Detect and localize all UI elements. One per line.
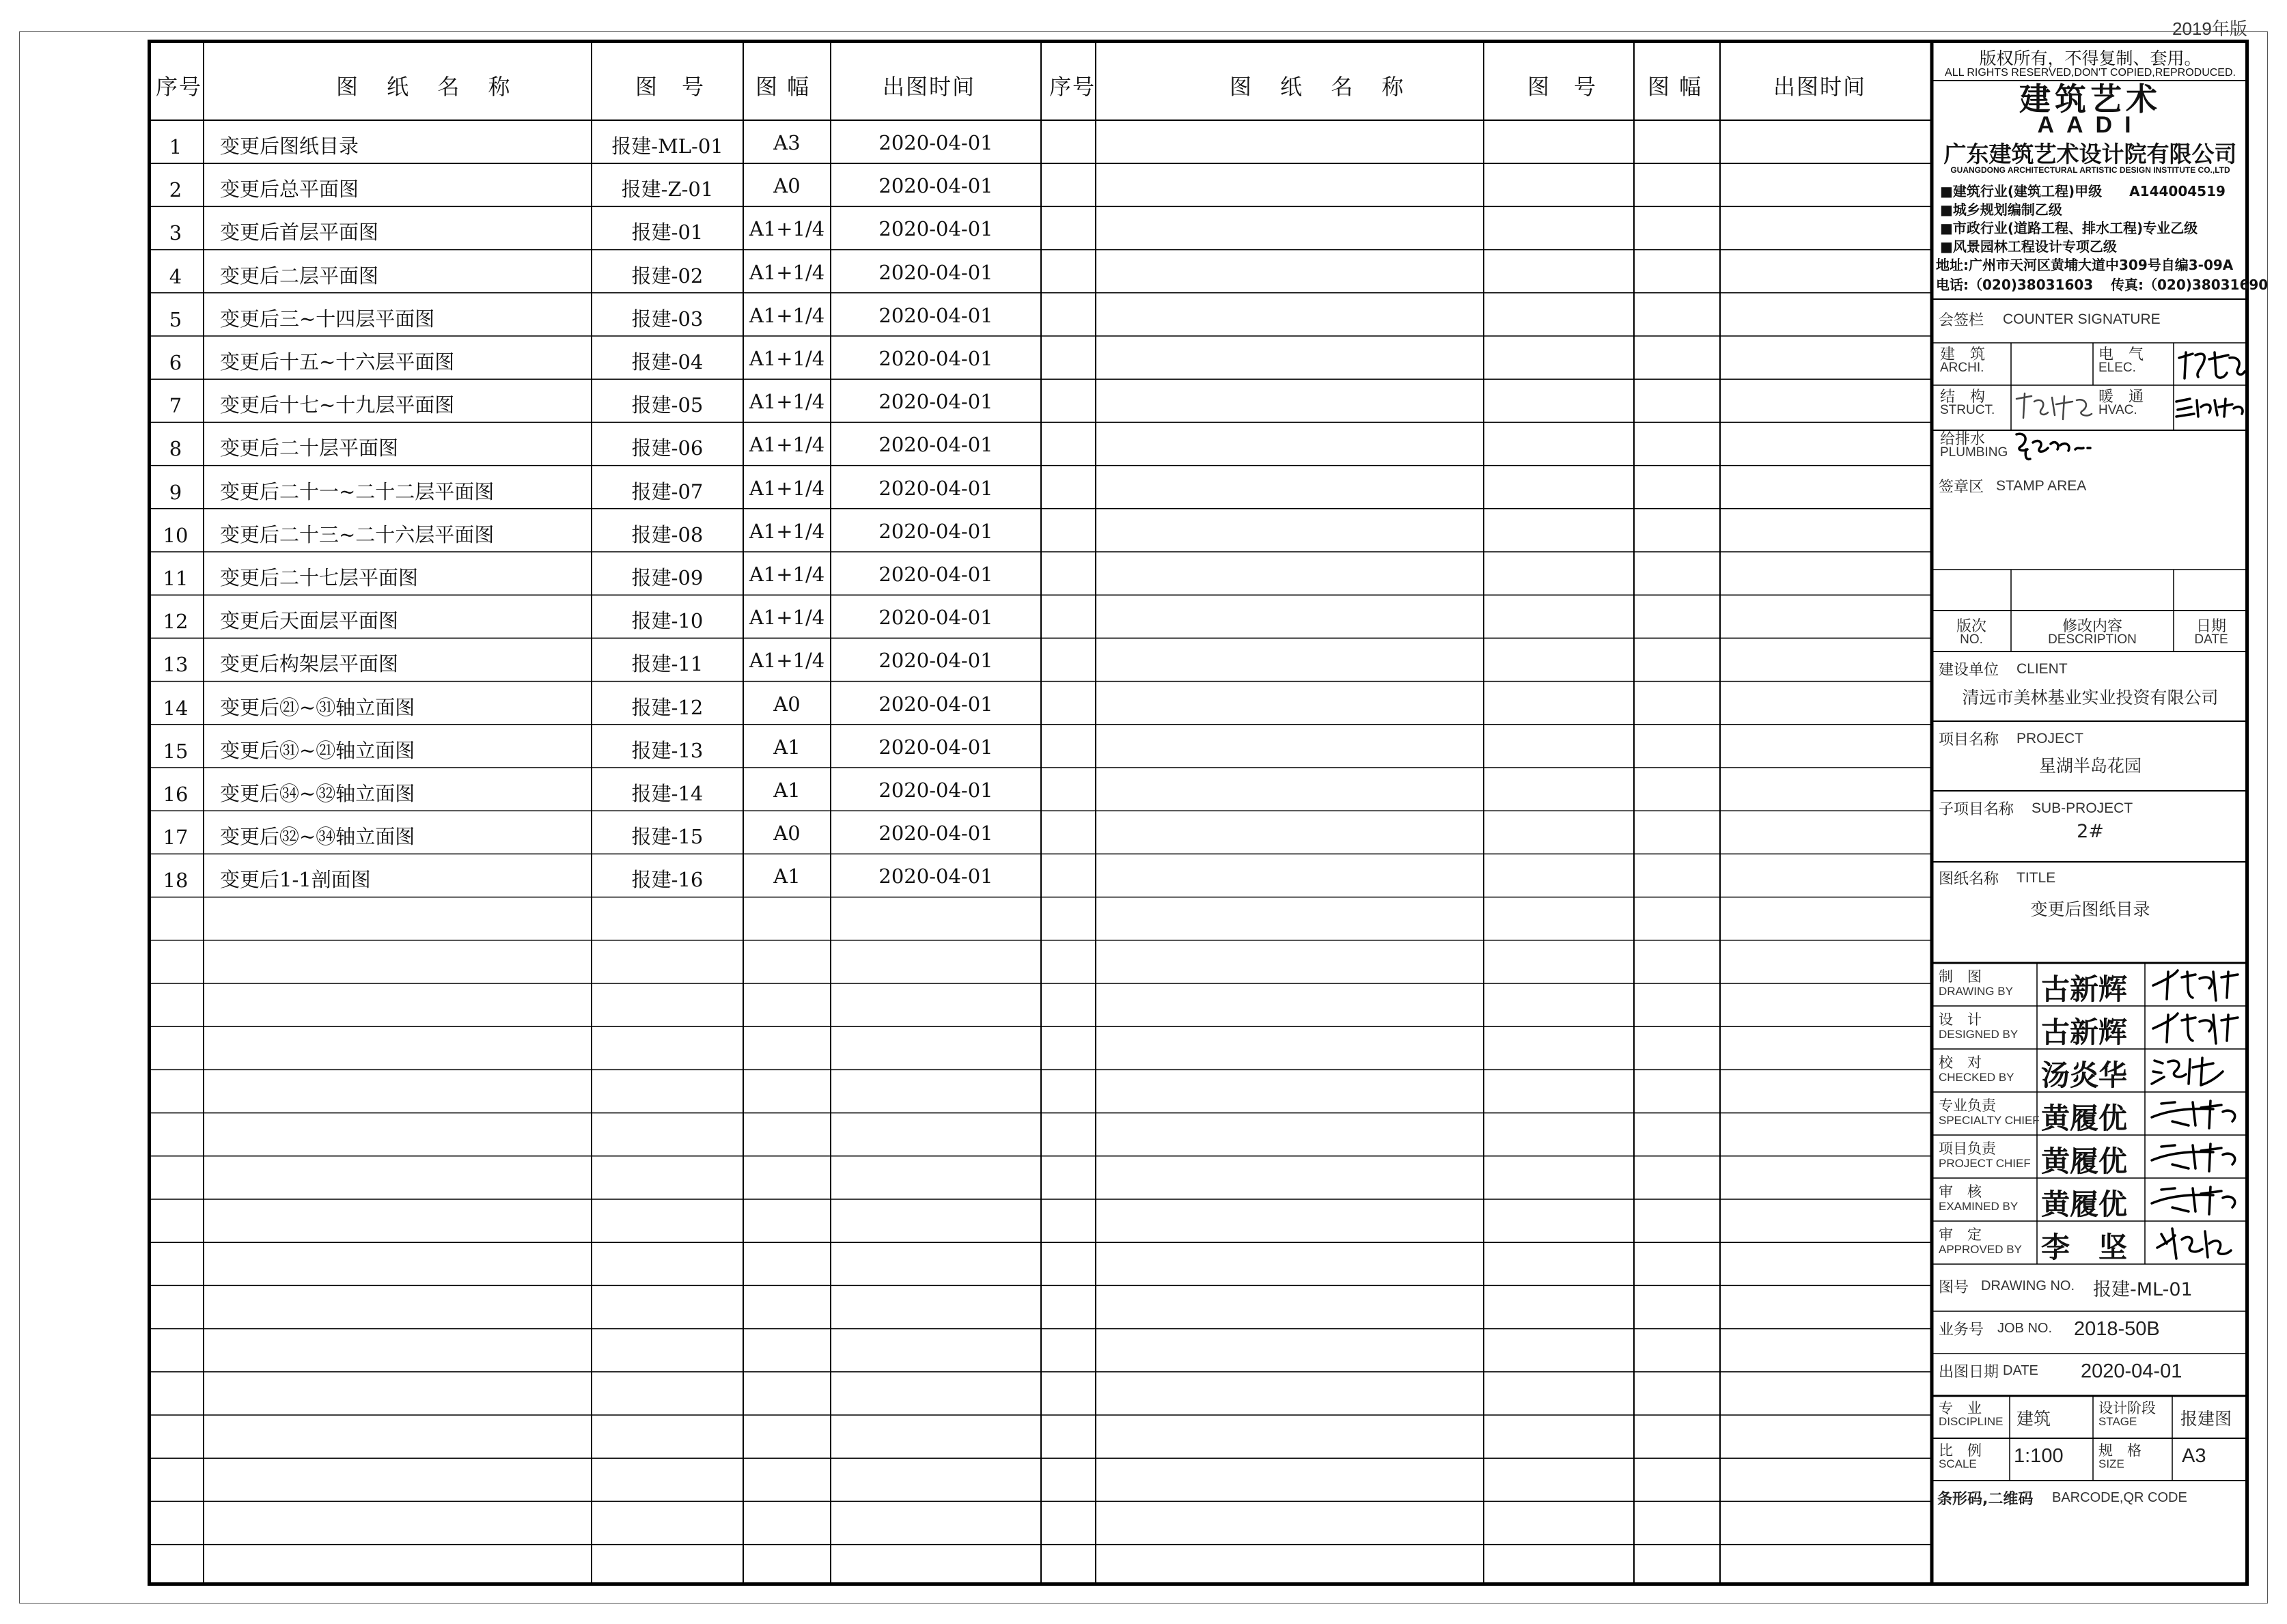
company-name-cn: 广东建筑艺术设计院有限公司 (1943, 141, 2237, 167)
row-size: A1+1/4 (749, 606, 825, 630)
row-no: 16 (163, 783, 189, 806)
row-code: 报建-13 (631, 738, 704, 762)
disc-struct-cn: 结 构 (1940, 389, 1986, 406)
row-no: 18 (163, 869, 189, 893)
row-code: 报建-ML-01 (611, 135, 723, 158)
disc-hvac-cn: 暖 通 (2098, 389, 2144, 406)
company-logo: 建筑艺术 (2019, 81, 2161, 117)
role-signature (2148, 1051, 2247, 1091)
row-name: 变更后十七~十九层平面图 (220, 393, 455, 417)
scale-value: 1:100 (2014, 1445, 2064, 1467)
plumbing-signature (2012, 429, 2094, 463)
row-date: 2020-04-01 (878, 174, 993, 198)
disc-elec-en: ELEC. (2098, 361, 2136, 375)
row-name: 变更后二层平面图 (220, 264, 379, 288)
header-name-left: 图 纸 名 称 (336, 74, 521, 100)
row-no: 17 (163, 826, 189, 850)
role-signature (2148, 1008, 2247, 1048)
row-name: 变更后十五~十六层平面图 (220, 350, 455, 374)
role-label-cn: 专业负责 (1939, 1097, 1996, 1114)
row-name: 变更后㉞~㉜轴立面图 (220, 782, 415, 805)
scale-label-en: SCALE (1939, 1457, 1977, 1470)
size-label-en: SIZE (2098, 1457, 2124, 1470)
role-signature (2148, 1180, 2247, 1220)
counter-signature-en: COUNTER SIGNATURE (2003, 311, 2161, 327)
discipline-label-cn: 专 业 (1939, 1400, 1982, 1416)
row-no: 10 (163, 523, 189, 547)
drawing-title: 变更后图纸目录 (2030, 899, 2150, 919)
row-code: 报建-15 (631, 825, 704, 849)
row-no: 1 (169, 135, 182, 158)
scale-label-cn: 比 例 (1939, 1442, 1982, 1459)
role-label-en: CHECKED BY (1939, 1071, 2014, 1084)
company-address: 地址:广州市天河区黄埔大道中309号自编3-09A (1936, 257, 2234, 273)
revision-date-cn: 日期 (2195, 618, 2226, 635)
elec-signature (2175, 346, 2247, 384)
copyright-cn: 版权所有，不得复制、套用。 (1979, 48, 2202, 68)
company-name-en: GUANGDONG ARCHITECTURAL ARTISTIC DESIGN INSTITUTE CO.,LTD (1950, 165, 2230, 175)
drawing-title-label-cn: 图纸名称 (1939, 871, 1999, 888)
job-no-label-cn: 业务号 (1939, 1321, 1984, 1339)
copyright-en: ALL RIGHTS RESERVED,DON'T COPIED,REPRODUCED. (1945, 67, 2236, 79)
row-code: 报建-10 (631, 609, 704, 633)
qualification-4: ■风景园林工程设计专项乙级 (1940, 238, 2117, 255)
revision-desc-en: DESCRIPTION (2048, 632, 2137, 647)
header-no-left: 序号 (156, 74, 203, 100)
revision-no-en: NO. (1960, 632, 1983, 647)
disc-struct-en: STRUCT. (1940, 403, 1995, 417)
company-phone: 电话:（020)38031603 (1936, 277, 2094, 293)
job-no: 2018-50B (2074, 1318, 2160, 1340)
row-size: A0 (773, 692, 801, 716)
row-date: 2020-04-01 (878, 347, 993, 370)
subproject-label-en: SUB-PROJECT (2032, 800, 2133, 816)
size-label-cn: 规 格 (2098, 1442, 2142, 1459)
row-size: A1+1/4 (749, 347, 825, 370)
role-name: 黄履优 (2041, 1145, 2128, 1178)
discipline-value: 建筑 (2016, 1409, 2051, 1429)
row-size: A1+1/4 (749, 519, 825, 543)
client-label-en: CLIENT (2016, 661, 2068, 677)
row-date: 2020-04-01 (878, 260, 993, 284)
row-date: 2020-04-01 (878, 519, 993, 543)
row-name: 变更后首层平面图 (220, 221, 379, 244)
row-size: A0 (773, 822, 801, 845)
row-no: 7 (169, 394, 182, 418)
row-no: 15 (163, 739, 189, 763)
role-name: 古新辉 (2041, 1016, 2128, 1049)
row-size: A1 (773, 779, 801, 802)
disc-plumbing-cn: 给排水 (1940, 431, 1986, 448)
row-date: 2020-04-01 (878, 131, 993, 154)
header-date-left: 出图时间 (883, 74, 976, 100)
row-name: 变更后构架层平面图 (220, 652, 399, 676)
subproject-name: 2# (2077, 821, 2104, 842)
role-name: 汤炎华 (2041, 1059, 2128, 1092)
row-no: 2 (169, 178, 182, 202)
header-no-right: 序号 (1049, 74, 1096, 100)
role-signature (2148, 965, 2247, 1005)
row-code: 报建-06 (631, 436, 704, 460)
row-name: 变更后二十三~二十六层平面图 (220, 522, 495, 546)
drawing-no-label-cn: 图号 (1939, 1279, 1969, 1296)
project-label-cn: 项目名称 (1939, 731, 1999, 748)
issue-date: 2020-04-01 (2081, 1360, 2182, 1382)
role-label-en: APPROVED BY (1939, 1243, 2022, 1256)
row-code: 报建-14 (631, 782, 704, 805)
row-date: 2020-04-01 (878, 865, 993, 888)
role-label-cn: 校 对 (1939, 1054, 1982, 1071)
role-label-cn: 设 计 (1939, 1011, 1982, 1028)
row-date: 2020-04-01 (878, 390, 993, 414)
disc-archi-cn: 建 筑 (1940, 346, 1986, 363)
row-size: A1+1/4 (749, 563, 825, 586)
hvac-signature (2174, 392, 2247, 419)
role-label-en: DRAWING BY (1939, 985, 2013, 998)
row-no: 14 (163, 696, 189, 720)
row-date: 2020-04-01 (878, 779, 993, 802)
header-size-left: 图 幅 (756, 74, 811, 100)
disc-plumbing-en: PLUMBING (1940, 445, 2008, 460)
row-date: 2020-04-01 (878, 433, 993, 457)
row-name: 变更后天面层平面图 (220, 609, 399, 633)
stage-label-cn: 设计阶段 (2098, 1400, 2156, 1416)
stage-label-en: STAGE (2098, 1415, 2137, 1428)
stamp-area-cn: 签章区 (1939, 479, 1984, 496)
row-code: 报建-07 (631, 479, 704, 503)
role-name: 黄履优 (2041, 1188, 2128, 1221)
role-label-cn: 项目负责 (1939, 1140, 1996, 1157)
row-no: 11 (163, 567, 189, 590)
disc-elec-cn: 电 气 (2098, 346, 2144, 363)
struct-signature (2011, 388, 2096, 422)
revision-date-en: DATE (2194, 632, 2228, 647)
project-label-en: PROJECT (2016, 731, 2084, 746)
row-name: 变更后二十七层平面图 (220, 566, 419, 589)
role-label-en: PROJECT CHIEF (1939, 1157, 2031, 1170)
disc-hvac-en: HVAC. (2098, 403, 2137, 417)
job-no-label-en: JOB NO. (1997, 1321, 2053, 1336)
row-no: 5 (169, 307, 182, 331)
size-value: A3 (2182, 1445, 2206, 1467)
row-no: 9 (169, 480, 182, 504)
row-no: 4 (169, 264, 182, 288)
role-name: 古新辉 (2041, 972, 2128, 1006)
row-size: A1 (773, 865, 801, 888)
row-size: A1 (773, 735, 801, 759)
header-name-right: 图 纸 名 称 (1230, 74, 1415, 100)
qualification-2: ■城乡规划编制乙级 (1940, 201, 2062, 218)
barcode-label-en: BARCODE,QR CODE (2052, 1490, 2187, 1505)
row-name: 变更后㉜~㉞轴立面图 (220, 825, 415, 849)
row-code: 报建-12 (631, 695, 704, 719)
role-signature (2148, 1223, 2247, 1263)
row-code: 报建-03 (631, 307, 704, 331)
row-no: 12 (163, 610, 189, 634)
edition-label: 2019年版 (2172, 18, 2247, 39)
row-date: 2020-04-01 (878, 606, 993, 630)
row-code: 报建-Z-01 (621, 178, 714, 201)
row-size: A1+1/4 (749, 433, 825, 457)
company-fax: 传真:（020)38031690 (2111, 277, 2269, 293)
disc-archi-en: ARCHI. (1940, 361, 1984, 375)
header-date-right: 出图时间 (1773, 74, 1867, 100)
company-logo-abbr: AADI (2037, 112, 2144, 138)
row-code: 报建-08 (631, 522, 704, 546)
drawing-no-label-en: DRAWING NO. (1981, 1278, 2075, 1293)
row-date: 2020-04-01 (878, 303, 993, 327)
revision-desc-cn: 修改内容 (2062, 618, 2122, 635)
issue-date-label-en: DATE (2003, 1363, 2038, 1378)
drawing-no: 报建-ML-01 (2093, 1279, 2193, 1300)
row-date: 2020-04-01 (878, 563, 993, 586)
role-label-cn: 制 图 (1939, 968, 1982, 985)
client-label-cn: 建设单位 (1939, 662, 1999, 679)
row-name: 变更后二十一~二十二层平面图 (220, 479, 495, 503)
row-no: 6 (169, 351, 182, 374)
stage-value: 报建图 (2180, 1409, 2232, 1429)
role-label-en: EXAMINED BY (1939, 1200, 2019, 1213)
row-name: 变更后㉑~㉛轴立面图 (220, 695, 415, 719)
project-name: 星湖半岛花园 (2038, 756, 2142, 776)
header-code-right: 图 号 (1527, 74, 1598, 100)
title-block (1932, 40, 2269, 1586)
row-code: 报建-01 (631, 221, 704, 244)
revision-no-cn: 版次 (1956, 618, 1986, 635)
header-size-right: 图 幅 (1648, 74, 1703, 100)
counter-signature-cn: 会签栏 (1939, 312, 1984, 329)
row-code: 报建-05 (631, 393, 704, 417)
discipline-label-en: DISCIPLINE (1939, 1415, 2004, 1428)
row-no: 3 (169, 221, 182, 245)
barcode-label-cn: 条形码,二维码 (1937, 1491, 2034, 1508)
role-label-en: SPECIALTY CHIEF (1939, 1114, 2040, 1127)
client-name: 清远市美林基业实业投资有限公司 (1962, 688, 2219, 708)
row-name: 变更后1-1剖面图 (220, 868, 371, 892)
issue-date-label-cn: 出图日期 (1939, 1364, 1999, 1381)
row-name: 变更后㉛~㉑轴立面图 (220, 738, 415, 762)
subproject-label-cn: 子项目名称 (1939, 801, 2014, 818)
row-date: 2020-04-01 (878, 649, 993, 673)
row-code: 报建-02 (631, 264, 704, 288)
role-signature (2148, 1137, 2247, 1177)
row-date: 2020-04-01 (878, 217, 993, 241)
row-size: A1+1/4 (749, 217, 825, 241)
row-name: 变更后二十层平面图 (220, 436, 399, 460)
role-label-cn: 审 定 (1939, 1227, 1982, 1243)
qualification-3: ■市政行业(道路工程、排水工程)专业乙级 (1940, 220, 2198, 236)
role-label-en: DESIGNED BY (1939, 1028, 2019, 1041)
role-label-cn: 审 核 (1939, 1184, 1982, 1200)
row-name: 变更后图纸目录 (220, 135, 359, 158)
row-size: A1+1/4 (749, 476, 825, 500)
row-date: 2020-04-01 (878, 822, 993, 845)
row-size: A1+1/4 (749, 260, 825, 284)
row-code: 报建-11 (631, 652, 704, 676)
stamp-area-en: STAMP AREA (1996, 478, 2087, 494)
row-size: A0 (773, 174, 801, 198)
role-name: 李 坚 (2041, 1231, 2128, 1264)
row-date: 2020-04-01 (878, 692, 993, 716)
row-code: 报建-09 (631, 566, 704, 589)
row-date: 2020-04-01 (878, 735, 993, 759)
table-header (148, 40, 1932, 120)
row-size: A1+1/4 (749, 303, 825, 327)
row-date: 2020-04-01 (878, 476, 993, 500)
role-name: 黄履优 (2041, 1102, 2128, 1135)
row-code: 报建-04 (631, 350, 704, 374)
qualification-1: ■建筑行业(建筑工程)甲级 A144004519 (1940, 183, 2226, 199)
row-name: 变更后三~十四层平面图 (220, 307, 435, 331)
row-size: A3 (773, 131, 801, 154)
row-no: 13 (163, 653, 189, 677)
row-size: A1+1/4 (749, 649, 825, 673)
role-signature (2148, 1094, 2247, 1134)
header-code-left: 图 号 (635, 74, 706, 100)
drawing-title-label-en: TITLE (2016, 870, 2056, 886)
row-code: 报建-16 (631, 868, 704, 892)
row-size: A1+1/4 (749, 390, 825, 414)
row-name: 变更后总平面图 (220, 178, 359, 201)
row-no: 8 (169, 437, 182, 461)
